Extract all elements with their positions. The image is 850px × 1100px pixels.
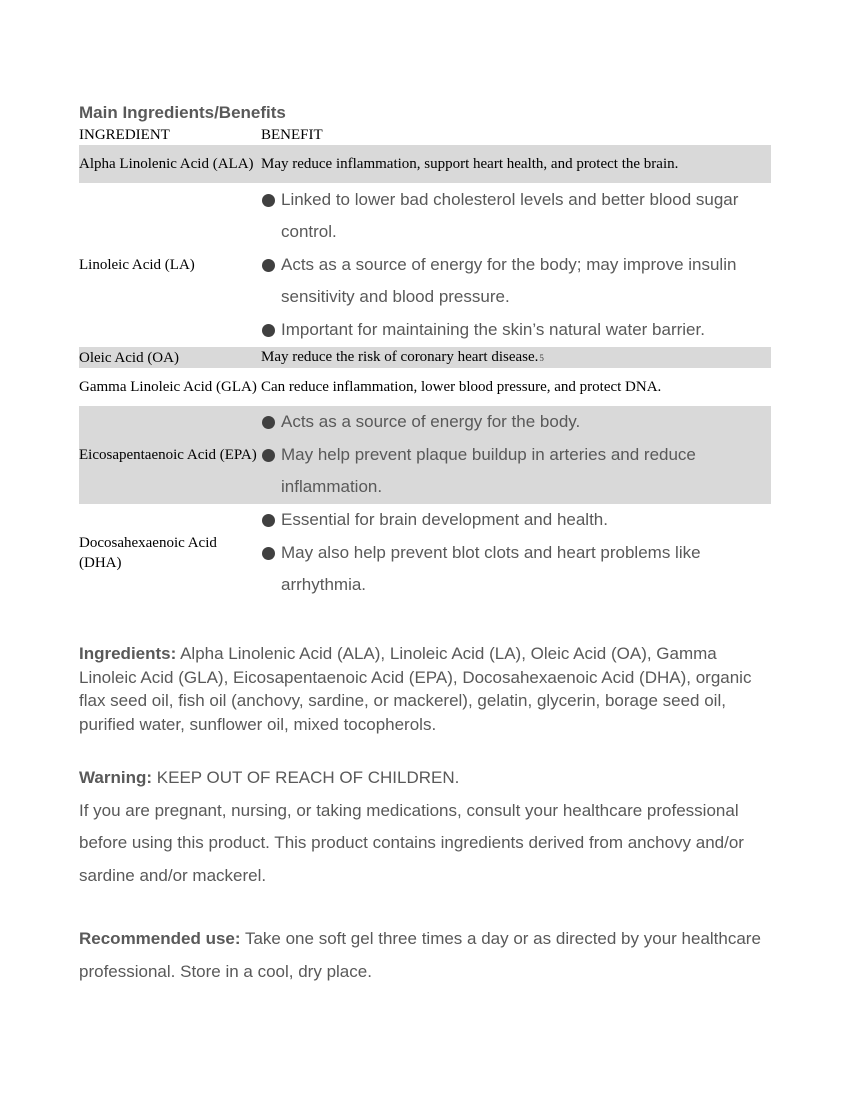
list-item <box>261 406 771 439</box>
bullet-text: Linked to lower bad cholesterol levels and better blood sugar control. <box>281 189 739 242</box>
bullet-icon <box>262 547 275 560</box>
warning-headline-text: KEEP OUT OF REACH OF CHILDREN. <box>156 768 460 787</box>
bullet-text: May help prevent plaque buildup in arteries and reduce inflammation. <box>281 444 696 497</box>
bullet-text: Acts as a source of energy for the body; may improve insulin sensitivity and blood pressure. <box>281 254 737 307</box>
ingredient-name: Alpha Linolenic Acid (ALA) <box>79 156 254 172</box>
bullet-text: Essential for brain development and health. <box>281 510 608 530</box>
list-item <box>261 249 771 314</box>
bullet-text: Important for maintaining the skin’s natural water barrier. <box>281 319 705 339</box>
table-row <box>79 368 771 406</box>
header-benefit: BENEFIT <box>261 127 323 143</box>
ingredients-label: Ingredients: <box>79 644 177 663</box>
ingredient-name: Docosahexaenoic Acid (DHA) <box>79 535 217 571</box>
warning-label: Warning: <box>79 768 153 787</box>
benefit-list <box>261 184 771 347</box>
list-item <box>261 439 771 504</box>
recommended-use-paragraph <box>79 922 771 988</box>
table-row <box>79 145 771 183</box>
document-page <box>79 101 771 988</box>
bullet-text: May also help prevent blot clots and heart problems like arrhythmia. <box>281 542 701 595</box>
bullet-icon <box>262 449 275 462</box>
benefit-list <box>261 504 771 602</box>
bullet-icon <box>262 259 275 272</box>
list-item <box>261 537 771 602</box>
section-title: Main Ingredients/Benefits <box>79 103 286 122</box>
warning-headline <box>79 762 771 795</box>
ingredient-name: Gamma Linoleic Acid (GLA) <box>79 379 257 395</box>
table-header-row <box>79 125 771 145</box>
benefit-list-cell <box>261 406 771 504</box>
table-row <box>79 504 771 602</box>
bullet-icon <box>262 416 275 429</box>
list-item <box>261 314 771 347</box>
benefit-list <box>261 406 771 504</box>
benefit-text: May reduce inflammation, support heart health, and protect the brain. <box>261 156 679 172</box>
warning-text: If you are pregnant, nursing, or taking medications, consult your healthcare professional before using this product. This product contains ingredients derived from anchovy and/or sardine and/or mackerel. <box>79 800 744 885</box>
ingredient-name: Linoleic Acid (LA) <box>79 257 195 273</box>
table-row <box>79 406 771 504</box>
benefit-cell <box>261 347 771 368</box>
benefit-list-cell <box>261 504 771 602</box>
ingredients-table <box>79 125 771 602</box>
benefit-list-cell <box>261 183 771 347</box>
header-ingredient: INGREDIENT <box>79 127 170 143</box>
benefit-text: Can reduce inflammation, lower blood pressure, and protect DNA. <box>261 379 662 395</box>
bullet-text: Acts as a source of energy for the body. <box>281 412 581 432</box>
table-row <box>79 347 771 368</box>
bullet-icon <box>262 324 275 337</box>
ingredients-paragraph <box>79 642 771 736</box>
list-item <box>261 184 771 249</box>
recommended-use-text: Take one soft gel three times a day or as directed by your healthcare professional. Store in a cool, dry place. <box>79 929 761 981</box>
recommended-use-label: Recommended use: <box>79 929 241 948</box>
ingredient-name: Oleic Acid (OA) <box>79 349 179 366</box>
bullet-icon <box>262 194 275 207</box>
benefit-text: May reduce the risk of coronary heart disease. <box>261 349 539 365</box>
ingredients-text: Alpha Linolenic Acid (ALA), Linoleic Acid (LA), Oleic Acid (OA), Gamma Linoleic Acid (GLA), Eicosapentaenoic Acid (EPA), Docosahexaenoic Acid (DHA), organic flax seed oil, fish oil (anchovy, sardine, or mackerel), gelatin, glycerin, borage seed oil, purified water, sunflower oil, mixed tocopherols. <box>79 644 752 734</box>
ingredient-name: Eicosapentaenoic Acid (EPA) <box>79 447 257 463</box>
table-row <box>79 183 771 347</box>
footnote-marker: 5 <box>539 353 544 363</box>
bullet-icon <box>262 514 275 527</box>
list-item <box>261 504 771 537</box>
